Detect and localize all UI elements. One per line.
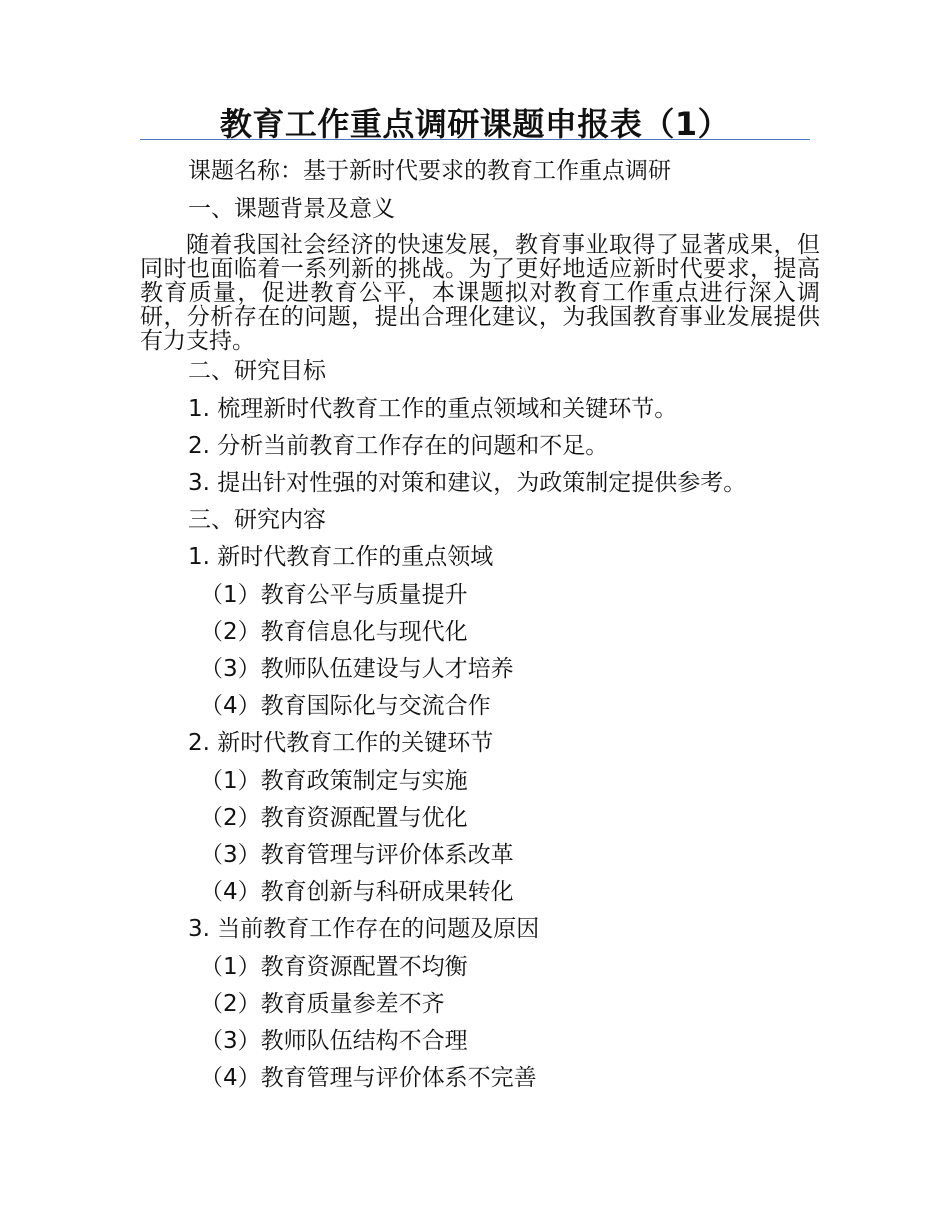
section-heading-goals: 二、研究目标 [188, 358, 326, 384]
content-list-item: （1）教育资源配置不均衡 [200, 954, 468, 980]
title-underline [140, 139, 810, 140]
content-list-item: （2）教育质量参差不齐 [200, 991, 445, 1017]
content-list-item: （1）教育公平与质量提升 [200, 582, 468, 608]
content-list-item: （3）教育管理与评价体系改革 [200, 842, 514, 868]
background-paragraph: 随着我国社会经济的快速发展，教育事业取得了显著成果，但同时也面临着一系列新的挑战。为了更好地适应新时代要求，提高教育质量，促进教育公平，本课题拟对教育工作重点进行深入调研，分析存在的问题，提出合理化建议，为我国教育事业发展提供有力支持。 [140, 232, 820, 354]
content-group-heading: 3. 当前教育工作存在的问题及原因 [188, 916, 540, 942]
content-list-item: （2）教育资源配置与优化 [200, 805, 468, 831]
content-list-item: （3）教师队伍结构不合理 [200, 1028, 468, 1054]
section-heading-background: 一、课题背景及意义 [188, 196, 395, 222]
content-list-item: （4）教育国际化与交流合作 [200, 693, 491, 719]
topic-line: 课题名称：基于新时代要求的教育工作重点调研 [188, 158, 671, 184]
content-list-item: （1）教育政策制定与实施 [200, 768, 468, 794]
goal-item: 2. 分析当前教育工作存在的问题和不足。 [188, 433, 609, 459]
content-group-heading: 1. 新时代教育工作的重点领域 [188, 544, 494, 570]
goal-item: 1. 梳理新时代教育工作的重点领域和关键环节。 [188, 396, 678, 422]
content-list-item: （3）教师队伍建设与人才培养 [200, 656, 514, 682]
document-title: 教育工作重点调研课题申报表（1） [219, 105, 731, 143]
goal-item: 3. 提出针对性强的对策和建议，为政策制定提供参考。 [188, 470, 747, 496]
content-list-item: （4）教育创新与科研成果转化 [200, 879, 514, 905]
content-list-item: （4）教育管理与评价体系不完善 [200, 1065, 537, 1091]
section-heading-content: 三、研究内容 [188, 507, 326, 533]
content-list-item: （2）教育信息化与现代化 [200, 619, 468, 645]
content-group-heading: 2. 新时代教育工作的关键环节 [188, 730, 494, 756]
